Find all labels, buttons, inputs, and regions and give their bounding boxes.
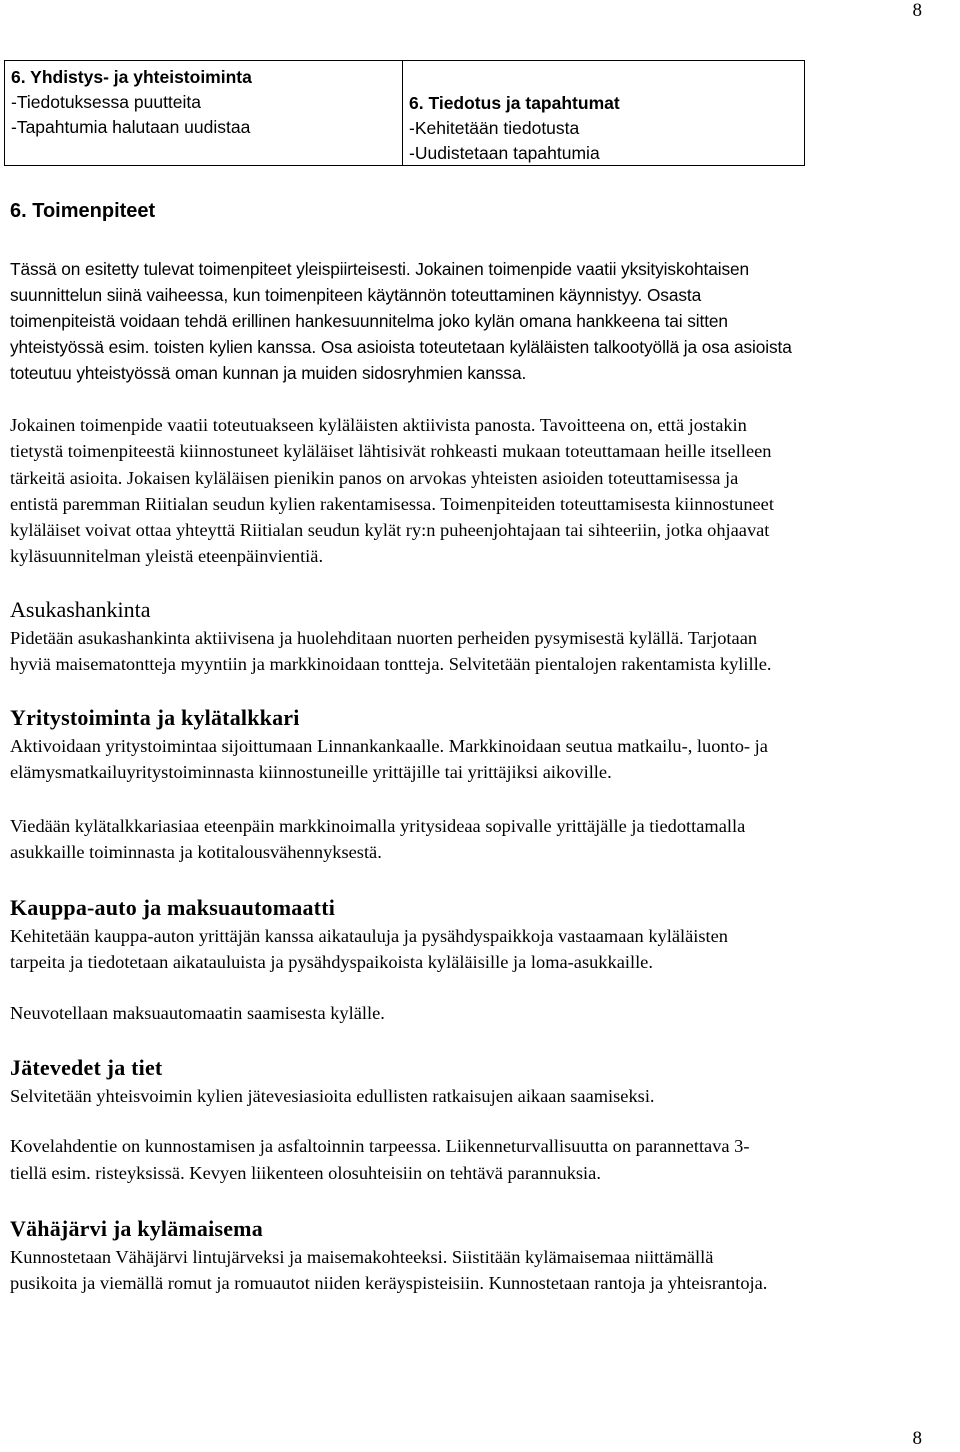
participation-line: Jokainen toimenpide vaatii toteutuakseen kyläläisten aktiivista panosta. Tavoitteena on, että jostakin bbox=[10, 415, 747, 435]
yritystoiminta-line: Viedään kylätalkkariasiaa eteenpäin markkinoimalla yritysideaa sopivalle yrittäjälle ja tiedottamalla bbox=[10, 815, 746, 836]
participation-paragraph bbox=[10, 412, 950, 570]
kauppa-section bbox=[10, 895, 950, 1026]
page-number-top: 8 bbox=[912, 0, 922, 21]
participation-line: tietystä toimenpiteestä kiinnostuneet kyläläiset lähtisivät rohkeasti mukaan toteuttamaan heille itselleen bbox=[10, 441, 772, 462]
summary-box-right bbox=[403, 61, 804, 165]
summary-box bbox=[4, 60, 805, 166]
yritystoiminta-line: elämysmatkailuyritystoiminnasta kiinnostuneille yrittäjille tai yrittäjiksi aikoville. bbox=[10, 762, 612, 783]
participation-line: kyläsuunnitelman yleistä eteenpäinvientiä. bbox=[10, 546, 324, 567]
jatevedet-line: Selvitetään yhteisvoimin kylien jätevesiasioita edullisten ratkaisujen aikaan saamiseksi. bbox=[10, 1086, 655, 1106]
jatevedet-line: Kovelahdentie on kunnostamisen ja asfaltoinnin tarpeessa. Liikenneturvallisuutta on parannettava 3- bbox=[10, 1136, 750, 1157]
intro-line: Tässä on esitetty tulevat toimenpiteet yleispiirteisesti. Jokainen toimenpide vaatii yksityiskohtaisen bbox=[10, 259, 750, 279]
summary-box-left bbox=[5, 61, 403, 165]
intro-line: toimenpiteistä voidaan tehdä erillinen hankesuunnitelma joko kylän omana hankkeena tai sitten bbox=[10, 311, 728, 331]
box-right-title: 6. Tiedotus ja tapahtumat bbox=[409, 93, 620, 113]
vahajarvi-line: Kunnostetaan Vähäjärvi lintujärveksi ja maisemakohteeksi. Siistitään kylämaisemaa niittämällä bbox=[10, 1247, 714, 1267]
intro-line: toteutuu yhteistyössä oman kunnan ja muiden sidosryhmien kanssa. bbox=[10, 363, 527, 383]
vahajarvi-line: pusikoita ja viemällä romut ja romuautot niiden keräyspisteisiin. Kunnostetaan rantoja ja yhteisrantoja. bbox=[10, 1273, 768, 1294]
participation-line: entistä paremman Riitialan seudun kylien rakentamisessa. Toimenpiteiden toteuttamisesta kiinnostuneet bbox=[10, 493, 774, 514]
jatevedet-line: tiellä esim. risteyksissä. Kevyen liikenteen olosuhteisiin on tehtävä parannuksia. bbox=[10, 1162, 601, 1183]
kauppa-line: tarpeita ja tiedotetaan aikatauluista ja pysähdyspaikoista kyläläisille ja loma-asukkaille. bbox=[10, 952, 653, 973]
kauppa-heading: Kauppa-auto ja maksuautomaatti bbox=[10, 895, 336, 920]
box-left-title: 6. Yhdistys- ja yhteistoiminta bbox=[11, 67, 252, 87]
asukashankinta-line: Pidetään asukashankinta aktiivisena ja huolehditaan nuorten perheiden pysymisestä kylällä. Tarjotaan bbox=[10, 628, 758, 648]
intro-line: yhteistyössä esim. toisten kylien kanssa. Osa asioista toteutetaan kyläläisten talkootyöllä ja osa asioista bbox=[10, 337, 792, 357]
vahajarvi-section bbox=[10, 1216, 950, 1297]
asukashankinta-section bbox=[10, 597, 950, 678]
section-heading: 6. Toimenpiteet bbox=[10, 200, 156, 222]
yritystoiminta-line: asukkaille toiminnasta ja kotitalousvähennyksestä. bbox=[10, 841, 382, 862]
jatevedet-section bbox=[10, 1055, 950, 1186]
box-right-line: -Kehitetään tiedotusta bbox=[409, 118, 580, 138]
section-heading-block bbox=[10, 200, 925, 223]
kauppa-line: Kehitetään kauppa-auton yrittäjän kanssa aikatauluja ja pysähdyspaikkoja vastaamaan kyläläisten bbox=[10, 926, 728, 946]
vahajarvi-heading: Vähäjärvi ja kylämaisema bbox=[10, 1216, 263, 1241]
participation-line: kyläläiset voivat ottaa yhteyttä Riitialan seudun kylät ry:n puheenjohtajaan tai sihteeriin, jotka ohjaavat bbox=[10, 520, 770, 541]
intro-paragraph bbox=[10, 256, 925, 386]
yritystoiminta-heading: Yritystoiminta ja kylätalkkari bbox=[10, 705, 300, 730]
box-right-line: -Uudistetaan tapahtumia bbox=[409, 143, 600, 163]
yritystoiminta-section bbox=[10, 705, 950, 865]
box-left-line: -Tapahtumia halutaan uudistaa bbox=[11, 117, 251, 137]
asukashankinta-line: hyviä maisematontteja myyntiin ja markkinoidaan tontteja. Selvitetään pientalojen rakentamista kylille. bbox=[10, 654, 772, 675]
kauppa-line: Neuvotellaan maksuautomaatin saamisesta kylälle. bbox=[10, 1002, 385, 1023]
jatevedet-heading: Jätevedet ja tiet bbox=[10, 1055, 163, 1080]
page-number-bottom: 8 bbox=[912, 1428, 922, 1449]
box-left-line: -Tiedotuksessa puutteita bbox=[11, 92, 202, 112]
asukashankinta-heading: Asukashankinta bbox=[10, 597, 151, 622]
yritystoiminta-line: Aktivoidaan yritystoimintaa sijoittumaan Linnankankaalle. Markkinoidaan seutua matkailu-, luonto- ja bbox=[10, 736, 768, 756]
intro-line: suunnittelun siinä vaiheessa, kun toimenpiteen käytännön toteuttaminen käynnistyy. Osasta bbox=[10, 285, 702, 305]
participation-line: tärkeitä asioita. Jokaisen kyläläisen pienikin panos on arvokas yhteisten asioiden toteuttamisessa ja bbox=[10, 467, 739, 488]
